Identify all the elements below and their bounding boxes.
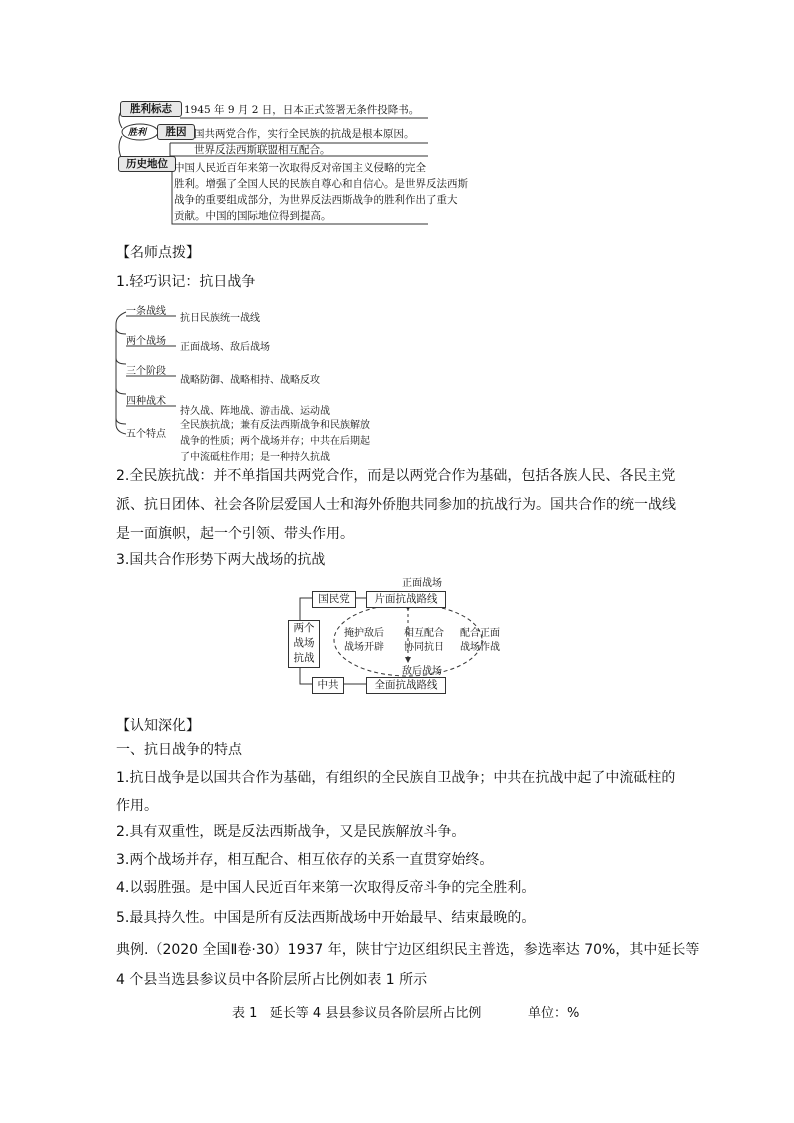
- victory-sign-text: 1945 年 9 月 2 日，日本正式签署无条件投降书。: [184, 104, 420, 116]
- victory-diagram: [110, 98, 468, 230]
- memory-text-3: 战略防御、战略相持、战略反攻: [180, 375, 320, 386]
- cause-line-2: 世界反法西斯联盟相互配合。: [194, 144, 331, 156]
- memory-five-line-1: 全民族抗战；兼有反法西斯战争和民族解放: [180, 420, 370, 431]
- point-5: 5.最具持久性。中国是所有反法西斯战场中开始最早、结束最晚的。: [116, 910, 536, 926]
- section-cognitive: 【认知深化】: [116, 718, 200, 734]
- battlefield-diagram: [286, 574, 511, 699]
- point-3: 3.两个战场并存，相互配合、相互依存的关系一直贯穿始终。: [116, 852, 494, 868]
- left-box-line-2: 战场: [293, 637, 315, 649]
- kmt-box: 国民党: [312, 591, 356, 608]
- memory-five-line-2: 战争的性质；两个战场并存；中共在后期起: [180, 436, 370, 447]
- item-2-line-3: 是一面旗帜，起一个引领、带头作用。: [116, 526, 354, 542]
- cause-line-1: 国共两党合作，实行全民族的抗战是根本原因。: [194, 128, 415, 140]
- memory-five-line-3: 了中流砥柱作用；是一种持久抗战: [180, 452, 330, 463]
- section-teacher-tips: 【名师点拨】: [116, 245, 200, 261]
- mid-desc-2: 协同抗日: [404, 642, 444, 653]
- status-line-1: 中国人民近百年来第一次取得反对帝国主义侵略的完全: [174, 162, 426, 174]
- partial-resistance-line: 片面抗战路线: [366, 591, 446, 608]
- subsection-1-title: 一、抗日战争的特点: [116, 742, 242, 758]
- example-line-1: 典例.（2020 全国Ⅱ卷·30）1937 年，陕甘宁边区组织民主普选，参选率达 70%，其中延长等: [116, 942, 700, 958]
- memory-label-4: 四种战术: [126, 396, 166, 407]
- item-3-title: 3.国共合作形势下两大战场的抗战: [116, 552, 326, 568]
- table-unit: 单位：%: [528, 1006, 580, 1021]
- point-1-line-1: 1.抗日战争是以国共合作为基础，有组织的全民族自卫战争；中共在抗战中起了中流砥柱的: [116, 770, 676, 786]
- left-box-line-1: 两个: [293, 622, 315, 634]
- memory-text-1: 抗日民族统一战线: [180, 313, 260, 324]
- left-box-line-3: 抗战: [293, 652, 315, 664]
- left-box-two-battlefields: [288, 620, 320, 668]
- mid-desc-1: 相互配合: [404, 628, 444, 639]
- point-2: 2.具有双重性，既是反法西斯战争，又是民族解放斗争。: [116, 824, 466, 840]
- status-line-3: 战争的重要组成部分，为世界反法西斯战争的胜利作出了重大: [174, 194, 458, 206]
- ccp-box: 中共: [312, 677, 344, 694]
- memory-text-4: 持久战、阵地战、游击战、运动战: [180, 406, 330, 417]
- tag-victory-sign: 胜利标志: [120, 101, 182, 117]
- memory-label-5: 五个特点: [126, 429, 166, 440]
- tag-cause: 胜因: [157, 124, 195, 140]
- item-1-title: 1.轻巧识记：抗日战争: [116, 274, 256, 290]
- memory-label-2: 两个战场: [126, 336, 166, 347]
- memory-text-2: 正面战场、敌后战场: [180, 342, 270, 353]
- right-desc-1: 配合正面: [460, 628, 500, 639]
- right-desc-2: 战场作战: [460, 642, 500, 653]
- status-line-4: 贡献。中国的国际地位得到提高。: [174, 210, 332, 222]
- memory-label-3: 三个阶段: [126, 366, 166, 377]
- full-resistance-line: 全面抗战路线: [366, 677, 446, 694]
- example-line-2: 4 个县当选县参议员中各阶层所占比例如表 1 所示: [116, 972, 428, 988]
- memory-label-1: 一条战线: [126, 306, 166, 317]
- memory-tree: [112, 300, 432, 462]
- item-2-line-2: 派、抗日团体、社会各阶层爱国人士和海外侨胞共同参加的抗战行为。国共合作的统一战线: [116, 497, 676, 513]
- point-4: 4.以弱胜强。是中国人民近百年来第一次取得反帝斗争的完全胜利。: [116, 880, 536, 896]
- table-caption: 表 1 延长等 4 县县参议员各阶层所占比例: [232, 1006, 482, 1021]
- item-2-line-1: 2.全民族抗战：并不单指国共两党合作，而是以两党合作为基础，包括各族人民、各民主党: [116, 468, 676, 484]
- point-1-line-2: 作用。: [116, 798, 158, 814]
- left-desc-2: 战场开辟: [344, 642, 384, 653]
- victory-label: 胜利: [128, 128, 147, 138]
- tag-historical-status: 历史地位: [118, 156, 176, 172]
- rear-battlefield-title: 敌后战场: [402, 666, 442, 677]
- front-battlefield-title: 正面战场: [402, 578, 442, 589]
- status-line-2: 胜利。增强了全国人民的民族自尊心和自信心。是世界反法西斯: [174, 178, 468, 190]
- left-desc-1: 掩护敌后: [344, 628, 384, 639]
